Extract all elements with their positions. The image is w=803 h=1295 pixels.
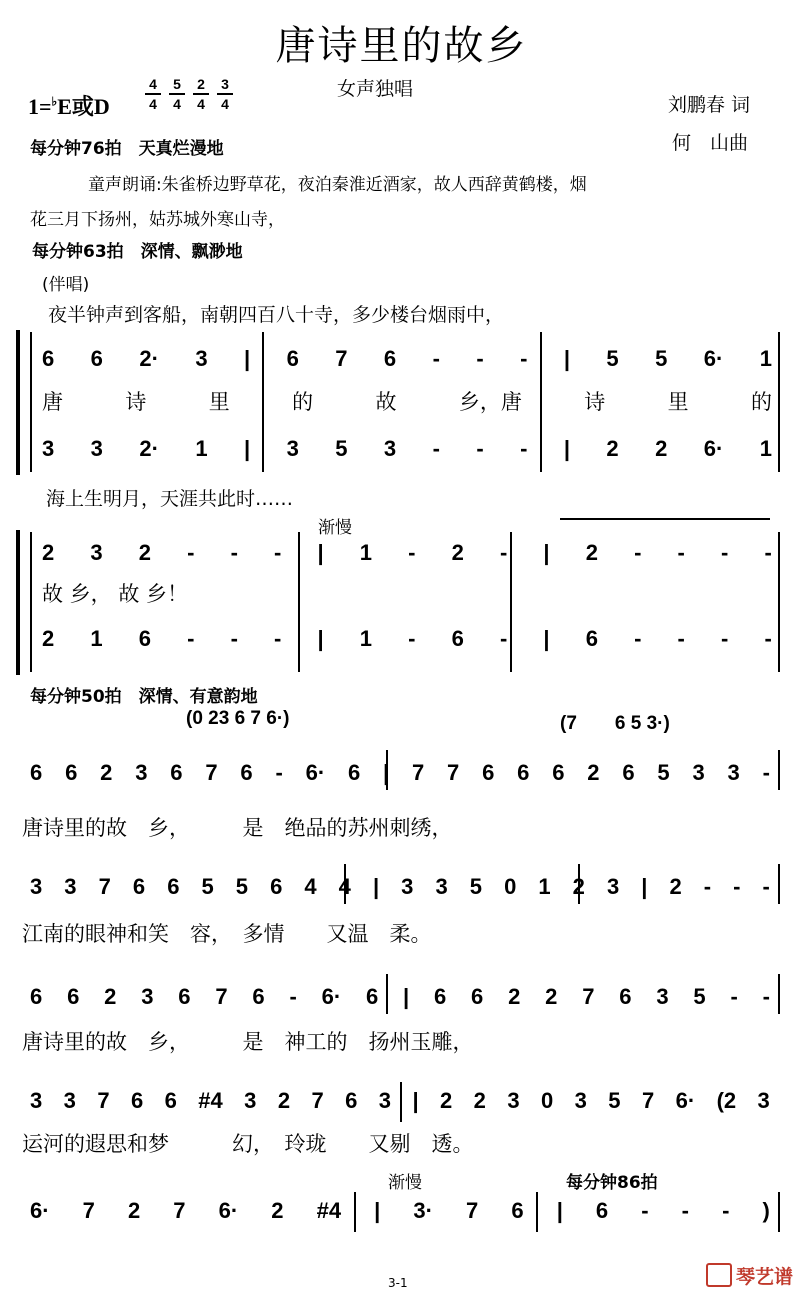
recitation-text: 花三月下扬州，姑苏城外寒山寺，: [30, 210, 285, 230]
barline: [778, 974, 780, 1014]
barline: [778, 532, 780, 672]
melody-notes: 6· 7 2 7 6· 2 #4 | 3· 7 6 | 6 - - - ): [30, 1198, 770, 1223]
melody-notes: 6 6 2 3 6 7 6 - 6· 6 | 6 6 2 2 7 6 3 5 - -: [30, 984, 770, 1009]
barline: [30, 332, 32, 472]
system-brace: [16, 330, 20, 475]
lyrics-line: 唐诗里的故 乡， 是 绝品的苏州刺绣，: [22, 816, 453, 840]
narration-text: 夜半钟声到客船，南朝四百八十寺，多少楼台烟雨中，: [48, 304, 505, 326]
recitation-text: 童声朗诵:朱雀桥边野草花，夜泊秦淮近酒家，故人西辞黄鹤楼，烟: [88, 175, 587, 195]
ritardando-marking: 渐慢: [318, 518, 352, 538]
melody-notes: 2 3 2 - - - | 1 - 2 - | 2 - - - -: [42, 540, 772, 565]
lyrics-line: 运河的遐思和梦 幻， 玲珑 又剔 透。: [22, 1132, 474, 1156]
narration-text: 海上生明月，天涯共此时……: [46, 488, 294, 510]
intro-figure: (7 6 5 3·): [560, 713, 670, 734]
ritardando-marking: 渐慢: [388, 1173, 422, 1193]
page-number: 3-1: [388, 1276, 408, 1290]
time-signature: 5 4: [169, 76, 185, 112]
logo-icon: [706, 1263, 732, 1287]
time-signature: 4 4: [145, 76, 161, 112]
barline: [30, 532, 32, 672]
melody-notes: 6 6 2· 3 | 6 7 6 - - - | 5 5 6· 1: [42, 346, 772, 371]
melody-notes: 6 6 2 3 6 7 6 - 6· 6 | 7 7 6 6 6 2 6 5 3 3 -: [30, 760, 770, 785]
composer-credit: 何 山曲: [672, 132, 749, 154]
lyricist-credit: 刘鹏春 词: [668, 94, 751, 116]
key-signature: 1=♭E或D: [28, 94, 110, 119]
barline: [778, 864, 780, 904]
tempo-marking: 每分钟50拍 深情、有意韵地: [30, 687, 258, 707]
intro-figure: (0 23 6 7 6·): [186, 708, 290, 729]
lyrics-line: 故 乡， 故 乡！: [42, 582, 189, 606]
site-logo: 琴艺谱: [706, 1262, 793, 1289]
tempo-marking: 每分钟86拍: [566, 1173, 658, 1193]
melody-notes: 3 3 7 6 6 #4 3 2 7 6 3 | 2 2 3 0 3 5 7 6· (2 3: [30, 1088, 770, 1113]
tempo-marking: 每分钟76拍 天真烂漫地: [30, 139, 224, 159]
lyrics-line: 唐诗里的故 乡， 是 神工的 扬州玉雕，: [22, 1030, 474, 1054]
barline: [778, 750, 780, 790]
lyrics-line: 唐 诗 里 的 故 乡，唐 诗 里 的: [42, 390, 772, 414]
tempo-marking: 每分钟63拍 深情、飘渺地: [32, 242, 243, 262]
time-signature: 2 4: [193, 76, 209, 112]
lyrics-line: 江南的眼神和笑 容， 多情 又温 柔。: [22, 922, 432, 946]
performance-type: 女声独唱: [337, 78, 414, 100]
accompaniment-label: (伴唱): [42, 275, 90, 295]
melody-notes: 3 3 7 6 6 5 5 6 4 4 | 3 3 5 0 1 2 3 | 2 - - -: [30, 874, 770, 899]
fermata-extension: [560, 518, 770, 520]
system-brace: [16, 530, 20, 675]
barline: [778, 332, 780, 472]
harmony-notes: 2 1 6 - - - | 1 - 6 - | 6 - - - -: [42, 626, 772, 651]
barline: [778, 1192, 780, 1232]
time-signature: 3 4: [217, 76, 233, 112]
song-title: 唐诗里的故乡: [275, 23, 528, 69]
harmony-notes: 3 3 2· 1 | 3 5 3 - - - | 2 2 6· 1: [42, 436, 772, 461]
